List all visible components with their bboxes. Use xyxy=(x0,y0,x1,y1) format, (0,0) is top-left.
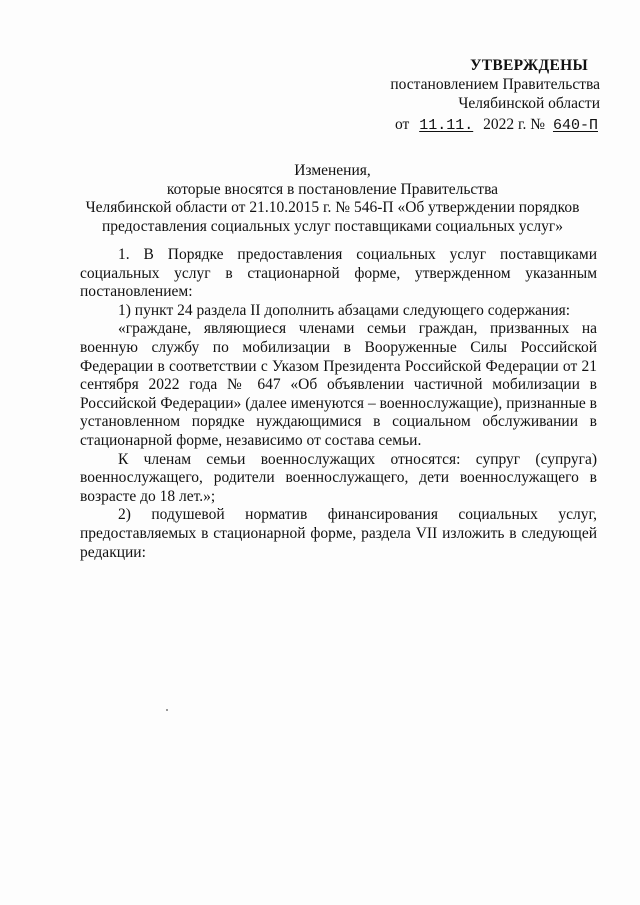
paragraph-5: 2) подушевой норматив финансирования социальных услуг, предоставляемых в стационарной форме, раздела VII изложить в следующей редакции: xyxy=(80,506,597,561)
date-year: 2022 г. № xyxy=(483,116,546,133)
paragraph-3: «граждане, являющиеся членами семьи граждан, призванных на военную службу по мобилизации в Вооруженные Силы Российской Федерации в соответствии с Указом Президента Российской Федерации от 21 сентября 2022 года № 647 «Об объявлении частичной мобилизации в Российской Федерации» (далее именуются – военнослужащие), признанные в установленном порядке нуждающимися в социальном обслуживании в стационарной форме, независимо от состава семьи. xyxy=(80,320,597,449)
document-number: 640-П xyxy=(552,117,598,134)
document-body xyxy=(80,246,597,562)
paragraph-4: К членам семьи военнослужащих относятся: супруг (супруга) военнослужащего, родители военнослужащего, дети военнослужащего в возрасте до 18 лет.»; xyxy=(80,450,597,505)
date-prefix: от xyxy=(394,116,410,133)
approval-stamp xyxy=(350,56,600,135)
approval-line-2: Челябинской области xyxy=(458,95,600,112)
document-title xyxy=(60,162,605,236)
title-line-3: Челябинской области от 21.10.2015 г. № 546-П «Об утверждении порядков xyxy=(85,199,580,216)
title-line-4: предоставления социальных услуг поставщиками социальных услуг» xyxy=(102,217,563,235)
title-line-2: которые вносятся в постановление Правительства xyxy=(166,180,499,198)
paragraph-1: 1. В Порядке предоставления социальных услуг поставщиками социальных услуг в стационарной форме, утвержденном указанным постановлением: xyxy=(80,246,597,301)
title-line-1: Изменения, xyxy=(294,162,371,179)
approval-heading: УТВЕРЖДЕНЫ xyxy=(470,57,588,74)
date-value: 11.11. xyxy=(419,117,474,134)
approval-date-line xyxy=(350,115,600,135)
approval-line-1: постановлением Правительства xyxy=(390,76,600,93)
paragraph-2: 1) пункт 24 раздела II дополнить абзацами следующего содержания: xyxy=(118,301,571,319)
scan-speck xyxy=(166,709,168,711)
